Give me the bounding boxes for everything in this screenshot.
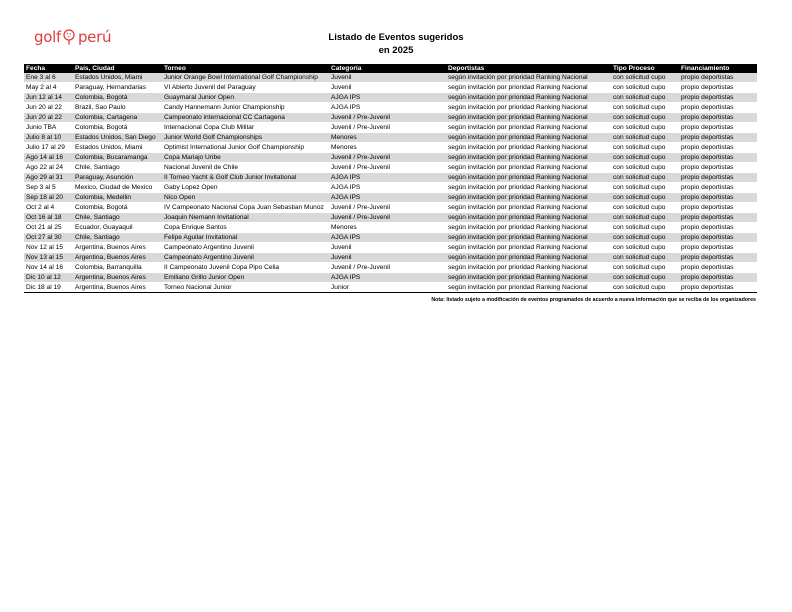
table-cell: propio deportistas: [679, 143, 757, 153]
table-cell: propio deportistas: [679, 213, 757, 223]
table-cell: Juvenil / Pre-Juvenil: [329, 213, 446, 223]
table-cell: Colombia, Cartagena: [73, 113, 162, 123]
table-cell: II Torneo Yacht & Golf Club Junior Invitational: [162, 173, 329, 183]
table-cell: con solicitud cupo: [611, 153, 679, 163]
table-cell: propio deportistas: [679, 183, 757, 193]
table-cell: propio deportistas: [679, 253, 757, 263]
table-cell: Estados Unidos, Miami: [73, 143, 162, 153]
table-cell: Ago 14 al 16: [24, 153, 73, 163]
table-cell: May 2 al 4: [24, 83, 73, 93]
table-row: [24, 193, 757, 203]
table-row: [24, 153, 757, 163]
table-row: [24, 203, 757, 213]
logo-text-peru: perú: [77, 28, 112, 46]
table-row: [24, 253, 757, 263]
table-cell: con solicitud cupo: [611, 93, 679, 103]
table-cell: Juvenil / Pre-Juvenil: [329, 123, 446, 133]
title-line-1: Listado de Eventos sugeridos: [328, 32, 464, 43]
table-cell: según invitación por prioridad Ranking Nacional: [446, 183, 611, 193]
column-header: Tipo Proceso: [611, 64, 679, 73]
table-cell: Guaymaral Junior Open: [162, 93, 329, 103]
table-cell: Juvenil / Pre-Juvenil: [329, 163, 446, 173]
table-row: [24, 93, 757, 103]
table-cell: AJGA IPS: [329, 93, 446, 103]
table-cell: Nov 14 al 16: [24, 263, 73, 273]
column-header: Deportistas: [446, 64, 611, 73]
table-cell: Ago 29 al 31: [24, 173, 73, 183]
table-cell: según invitación por prioridad Ranking Nacional: [446, 113, 611, 123]
table-cell: Colombia, Barranquilla: [73, 263, 162, 273]
table-cell: según invitación por prioridad Ranking Nacional: [446, 153, 611, 163]
table-cell: Oct 21 al 25: [24, 223, 73, 233]
table-body: [24, 73, 757, 293]
table-row: [24, 83, 757, 93]
table-cell: con solicitud cupo: [611, 163, 679, 173]
table-cell: según invitación por prioridad Ranking Nacional: [446, 233, 611, 243]
events-table: [24, 64, 757, 293]
table-cell: con solicitud cupo: [611, 203, 679, 213]
table-cell: Juvenil / Pre-Juvenil: [329, 263, 446, 273]
table-cell: Chile, Santiago: [73, 213, 162, 223]
document-title: [0, 31, 792, 57]
table-cell: Junior World Golf Championships: [162, 133, 329, 143]
table-cell: Campeonato Argentino Juvenil: [162, 243, 329, 253]
table-cell: según invitación por prioridad Ranking Nacional: [446, 103, 611, 113]
table-cell: Paraguay, Asunción: [73, 173, 162, 183]
footnote: Nota: listado sujeto a modificación de eventos programados de acuerdo a nueva información que se reciba de los organizadores: [431, 297, 756, 303]
table-cell: Estados Unidos, Miami: [73, 73, 162, 83]
table-cell: Dic 10 al 12: [24, 273, 73, 283]
table-row: [24, 243, 757, 253]
table-cell: Ago 22 al 24: [24, 163, 73, 173]
table-cell: según invitación por prioridad Ranking Nacional: [446, 203, 611, 213]
table-cell: Torneo Nacional Junior: [162, 283, 329, 293]
column-header: Fecha: [24, 64, 73, 73]
table-cell: Oct 27 al 30: [24, 233, 73, 243]
table-cell: propio deportistas: [679, 283, 757, 293]
table-cell: Juvenil: [329, 253, 446, 263]
table-cell: Sep 3 al 5: [24, 183, 73, 193]
table-cell: con solicitud cupo: [611, 183, 679, 193]
table-cell: Gaby Lopez Open: [162, 183, 329, 193]
table-cell: Joaquin Niemann Invitational: [162, 213, 329, 223]
table-cell: II Campeonato Juvenil Copa Pipo Celia: [162, 263, 329, 273]
table-cell: según invitación por prioridad Ranking Nacional: [446, 163, 611, 173]
table-cell: Chile, Santiago: [73, 233, 162, 243]
table-cell: propio deportistas: [679, 83, 757, 93]
table-cell: Copa Mariajo Uribe: [162, 153, 329, 163]
table-row: [24, 163, 757, 173]
table-cell: Sep 18 al 20: [24, 193, 73, 203]
table-cell: según invitación por prioridad Ranking Nacional: [446, 123, 611, 133]
column-header: País, Ciudad: [73, 64, 162, 73]
table-cell: propio deportistas: [679, 133, 757, 143]
table-header-row: [24, 64, 757, 73]
table-row: [24, 133, 757, 143]
table-cell: Oct 2 al 4: [24, 203, 73, 213]
table-cell: Nacional Juvenil de Chile: [162, 163, 329, 173]
column-header: Categoría: [329, 64, 446, 73]
table-cell: Menores: [329, 133, 446, 143]
table-cell: Juvenil: [329, 243, 446, 253]
table-cell: según invitación por prioridad Ranking Nacional: [446, 253, 611, 263]
table-cell: según invitación por prioridad Ranking Nacional: [446, 73, 611, 83]
table-cell: Menores: [329, 143, 446, 153]
table-cell: Julio 17 al 29: [24, 143, 73, 153]
table-cell: con solicitud cupo: [611, 173, 679, 183]
table-cell: Campeonato Argentino Juvenil: [162, 253, 329, 263]
table-cell: Brazil, Sao Paulo: [73, 103, 162, 113]
table-row: [24, 183, 757, 193]
table-cell: Colombia, Bogotá: [73, 93, 162, 103]
table-cell: Internacional Copa Club Militar: [162, 123, 329, 133]
table-cell: propio deportistas: [679, 263, 757, 273]
table-row: [24, 73, 757, 83]
table-cell: con solicitud cupo: [611, 253, 679, 263]
table-cell: propio deportistas: [679, 153, 757, 163]
table-cell: con solicitud cupo: [611, 123, 679, 133]
table-cell: con solicitud cupo: [611, 263, 679, 273]
table-cell: según invitación por prioridad Ranking Nacional: [446, 173, 611, 183]
table-cell: Juvenil / Pre-Juvenil: [329, 203, 446, 213]
table-cell: con solicitud cupo: [611, 113, 679, 123]
table-cell: con solicitud cupo: [611, 233, 679, 243]
table-cell: Jun 12 al 14: [24, 93, 73, 103]
table-cell: según invitación por prioridad Ranking Nacional: [446, 243, 611, 253]
table-cell: Colombia, Bogotá: [73, 123, 162, 133]
table-cell: con solicitud cupo: [611, 103, 679, 113]
table-cell: con solicitud cupo: [611, 73, 679, 83]
table-cell: propio deportistas: [679, 93, 757, 103]
table-cell: según invitación por prioridad Ranking Nacional: [446, 193, 611, 203]
table-cell: Felipe Aguilar Invitational: [162, 233, 329, 243]
table-cell: Jun 20 al 22: [24, 103, 73, 113]
table-cell: Menores: [329, 223, 446, 233]
table-cell: con solicitud cupo: [611, 273, 679, 283]
table-row: [24, 223, 757, 233]
table-cell: Nov 12 al 15: [24, 243, 73, 253]
table-cell: Estados Unidos, San Diego: [73, 133, 162, 143]
table-cell: propio deportistas: [679, 113, 757, 123]
table-cell: propio deportistas: [679, 193, 757, 203]
table-cell: Juvenil / Pre-Juvenil: [329, 113, 446, 123]
table-row: [24, 113, 757, 123]
table-cell: Copa Enrique Santos: [162, 223, 329, 233]
table-cell: con solicitud cupo: [611, 193, 679, 203]
table-cell: Nov 13 al 15: [24, 253, 73, 263]
table-row: [24, 283, 757, 293]
table-cell: Ecuador, Guayaquil: [73, 223, 162, 233]
table-cell: con solicitud cupo: [611, 133, 679, 143]
table-cell: AJGA IPS: [329, 173, 446, 183]
table-cell: Nico Open: [162, 193, 329, 203]
table-cell: VI Abierto Juvenil del Paraguay: [162, 83, 329, 93]
table-cell: con solicitud cupo: [611, 143, 679, 153]
table-cell: con solicitud cupo: [611, 213, 679, 223]
table-row: [24, 273, 757, 283]
table-cell: AJGA IPS: [329, 193, 446, 203]
table-cell: según invitación por prioridad Ranking Nacional: [446, 213, 611, 223]
table-row: [24, 233, 757, 243]
table-row: [24, 143, 757, 153]
table-cell: propio deportistas: [679, 243, 757, 253]
table-cell: propio deportistas: [679, 203, 757, 213]
table-cell: Colombia, Medellin: [73, 193, 162, 203]
table-cell: AJGA IPS: [329, 233, 446, 243]
table-cell: Colombia, Bucaramanga: [73, 153, 162, 163]
table-cell: Colombia, Bogotá: [73, 203, 162, 213]
table-cell: Candy Hannemann Junior Championship: [162, 103, 329, 113]
table-row: [24, 123, 757, 133]
table-cell: con solicitud cupo: [611, 83, 679, 93]
table-cell: según invitación por prioridad Ranking Nacional: [446, 143, 611, 153]
table-cell: según invitación por prioridad Ranking Nacional: [446, 93, 611, 103]
column-header: Torneo: [162, 64, 329, 73]
table-cell: Juvenil: [329, 83, 446, 93]
table-cell: según invitación por prioridad Ranking Nacional: [446, 263, 611, 273]
title-line-2: en 2025: [378, 45, 414, 56]
table-cell: Optimist International Junior Golf Championship: [162, 143, 329, 153]
table-cell: propio deportistas: [679, 173, 757, 183]
table-cell: Junior Orange Bowl International Golf Championship: [162, 73, 329, 83]
table-cell: AJGA IPS: [329, 183, 446, 193]
table-cell: con solicitud cupo: [611, 283, 679, 293]
table-cell: Ene 3 al 6: [24, 73, 73, 83]
table-cell: Argentina, Buenos Aires: [73, 283, 162, 293]
table-cell: propio deportistas: [679, 163, 757, 173]
table-cell: Junio TBA: [24, 123, 73, 133]
table-cell: Emiliano Grillo Junior Open: [162, 273, 329, 283]
table-cell: según invitación por prioridad Ranking Nacional: [446, 223, 611, 233]
table-cell: Paraguay, Hernandarias: [73, 83, 162, 93]
table-cell: AJGA IPS: [329, 103, 446, 113]
table-cell: Juvenil / Pre-Juvenil: [329, 153, 446, 163]
table-cell: Argentina, Buenos Aires: [73, 253, 162, 263]
table-cell: AJGA IPS: [329, 273, 446, 283]
table-cell: IV Campeonato Nacional Copa Juan Sebastian Munoz: [162, 203, 329, 213]
table-row: [24, 173, 757, 183]
table-cell: Jun 20 al 22: [24, 113, 73, 123]
table-cell: propio deportistas: [679, 123, 757, 133]
table-cell: Argentina, Buenos Aires: [73, 243, 162, 253]
table-row: [24, 263, 757, 273]
table-cell: según invitación por prioridad Ranking Nacional: [446, 83, 611, 93]
table-cell: con solicitud cupo: [611, 243, 679, 253]
table-cell: propio deportistas: [679, 233, 757, 243]
table-cell: Chile, Santiago: [73, 163, 162, 173]
table-cell: propio deportistas: [679, 103, 757, 113]
logo-text-golf: golf: [34, 28, 61, 46]
table-cell: propio deportistas: [679, 73, 757, 83]
table-cell: con solicitud cupo: [611, 223, 679, 233]
table-cell: Oct 16 al 18: [24, 213, 73, 223]
table-cell: propio deportistas: [679, 223, 757, 233]
column-header: Financiamiento: [679, 64, 757, 73]
table-cell: Mexico, Ciudad de Mexico: [73, 183, 162, 193]
table-cell: Campeonato internacional CC Cartagena: [162, 113, 329, 123]
table-cell: Argentina, Buenos Aires: [73, 273, 162, 283]
table-cell: Dic 18 al 19: [24, 283, 73, 293]
table-row: [24, 213, 757, 223]
table-cell: Julio 8 al 10: [24, 133, 73, 143]
table-cell: según invitación por prioridad Ranking Nacional: [446, 283, 611, 293]
table-row: [24, 103, 757, 113]
table-cell: propio deportistas: [679, 273, 757, 283]
table-cell: Junior: [329, 283, 446, 293]
table-cell: Juvenil: [329, 73, 446, 83]
table-cell: según invitación por prioridad Ranking Nacional: [446, 133, 611, 143]
table-cell: según invitación por prioridad Ranking Nacional: [446, 273, 611, 283]
